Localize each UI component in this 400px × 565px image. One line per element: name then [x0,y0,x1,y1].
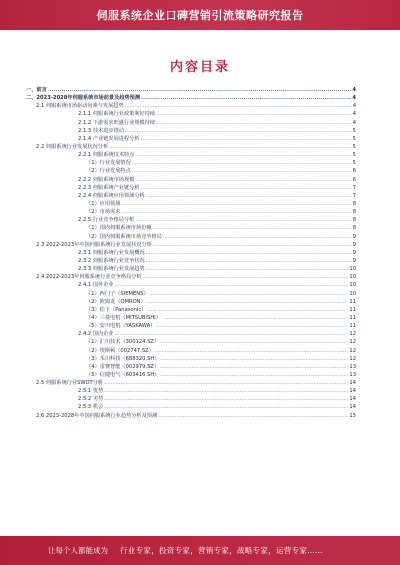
toc-leader-dots [109,143,352,151]
toc-entry-label: （2）欧姆龙（OMRON） [86,298,146,305]
toc-entry-label: （3）松下（Panasonic） [86,306,147,313]
toc-entry-page: 5 [352,135,356,142]
toc-entry-page: 12 [349,347,356,354]
toc-entry-label: 2.1 伺服系统市场驱动因素与发展趋势 [36,103,124,110]
toc-entry-page: 14 [349,388,356,395]
toc-entry[interactable] [26,330,356,338]
toc-entry-page: 14 [349,396,356,403]
toc-entry[interactable] [26,110,356,118]
toc-entry-page: 9 [352,249,356,256]
toc-entry-label: 2.2.3 伺服系统产业链分析 [78,184,140,191]
toc-entry-page: 7 [352,184,356,191]
toc-entry[interactable] [26,379,356,387]
table-of-contents [26,86,356,420]
toc-entry-label: 2.5.3 机会 [78,404,104,411]
toc-entry-label: （1）行业发展情况 [86,160,131,167]
toc-entry-page: 14 [349,380,356,387]
toc-entry-label: 2.2 伺服系统行业发展状况分析 [36,143,109,150]
toc-entry-label: （4）雷赛智能（002979.SZ） [86,363,160,370]
toc-leader-dots [153,224,352,232]
toc-leader-dots [115,330,349,338]
toc-entry-label: （2）市场需求 [86,209,121,216]
toc-entry-label: 2.6 2023-2028年中国伺服系统行业趋势分析及预测 [36,412,158,419]
toc-entry[interactable] [26,200,356,208]
toc-entry-page: 5 [352,127,356,134]
toc-entry-label: 2.1.2 下游需求旺盛行业规模持续 [78,119,156,126]
toc-leader-dots [146,265,349,273]
toc-entry[interactable] [26,159,356,167]
toc-entry-label: 2.3 2022-2023年中国伺服系统行业发展状况分析 [36,241,152,248]
toc-entry[interactable] [26,151,356,159]
toc-entry[interactable] [26,176,356,184]
toc-entry[interactable] [26,403,356,411]
toc-leader-dots [146,249,352,257]
toc-entry[interactable] [26,257,356,265]
toc-leader-dots [147,306,348,314]
toc-entry[interactable] [26,249,356,257]
toc-leader-dots [160,355,348,363]
toc-entry-page: 4 [352,87,356,93]
toc-entry-label: 2.5.1 优势 [78,388,104,395]
toc-entry-page: 6 [352,168,356,175]
toc-entry[interactable] [26,281,356,289]
toc-entry[interactable] [26,363,356,371]
toc-leader-dots [153,241,352,249]
toc-entry[interactable] [26,135,356,143]
toc-entry[interactable] [26,119,356,127]
toc-entry-page: 11 [349,314,356,321]
toc-leader-dots [158,412,348,420]
toc-entry[interactable] [26,208,356,216]
toc-entry-page: 9 [352,257,356,264]
toc-title: 内容目录 [169,60,230,75]
toc-leader-dots [146,192,352,200]
toc-leader-dots [115,281,349,289]
toc-entry[interactable] [26,127,356,135]
toc-entry-label: （4）三菱电机（MITSUBISHI） [86,314,161,321]
toc-leader-dots [156,110,352,118]
toc-leader-dots [160,371,348,379]
toc-entry-page: 8 [352,200,356,207]
toc-entry-label: 2.3.1 伺服系统行业发展概况 [78,249,145,256]
toc-leader-dots [146,257,352,265]
toc-entry-page: 4 [352,103,356,110]
toc-entry-page: 8 [352,209,356,216]
toc-entry-page: 10 [349,290,356,297]
toc-entry[interactable] [26,298,356,306]
toc-entry[interactable] [26,167,356,175]
toc-entry[interactable] [26,86,356,94]
toc-entry-label: （1）西门子（SIEMENS） [86,290,149,297]
toc-leader-dots [160,338,348,346]
toc-entry[interactable] [26,216,356,224]
toc-entry-label: 2.1.1 伺服系统行业政策利好持续 [78,111,156,118]
toc-entry-page: 8 [352,225,356,232]
header-bar [0,0,400,30]
footer-slogan-right: 行业专家，投资专家，营销专家，战略专家，运营专家…… [120,546,323,555]
toc-leader-dots [48,86,352,94]
toc-entry-label: （2）行业发展特点 [86,168,131,175]
toc-entry-label: （1）应用领域 [86,200,121,207]
toc-entry-page: 4 [352,111,356,118]
toc-entry[interactable] [26,355,356,363]
toc-entry[interactable] [26,338,356,346]
toc-entry-label: （2）国内伺服系统市场竞争格局 [86,233,162,240]
toc-entry[interactable] [26,314,356,322]
toc-entry-label: 2.1.4 产业链发展进程分析 [78,135,140,142]
toc-entry[interactable] [26,233,356,241]
toc-entry[interactable] [26,395,356,403]
toc-leader-dots [132,159,352,167]
toc-entry-page: 8 [352,217,356,224]
toc-leader-dots [150,290,349,298]
toc-leader-dots [160,363,348,371]
toc-entry-page: 14 [349,404,356,411]
toc-entry[interactable] [26,371,356,379]
toc-leader-dots [155,347,348,355]
toc-entry-label: （1）国内伺服系统市场份额 [86,225,152,232]
toc-leader-dots [135,151,351,159]
toc-entry-label: 2.5 伺服系统行业SWOT分析 [36,380,104,387]
toc-leader-dots [141,94,351,102]
toc-entry-page: 4 [352,119,356,126]
toc-entry-page: 4 [352,95,356,102]
toc-entry[interactable] [26,322,356,330]
toc-leader-dots [125,127,352,135]
toc-leader-dots [141,184,352,192]
toc-entry-page: 5 [352,152,356,159]
toc-entry[interactable] [26,94,356,102]
toc-entry[interactable] [26,306,356,314]
toc-leader-dots [104,403,348,411]
toc-entry-label: 2.4 2022-2023年伺服系统行业竞争格局分析 [36,274,142,281]
toc-entry-page: 15 [349,412,356,419]
toc-leader-dots [104,395,348,403]
toc-entry-page: 11 [349,298,356,305]
footer-slogan-left: 让每个人都能成为 [48,546,108,555]
toc-entry-label: 2.5.2 劣势 [78,396,104,403]
toc-entry-label: 2.3.3 伺服系统行业发展趋势 [78,266,145,273]
toc-leader-dots [132,167,352,175]
toc-entry-page: 5 [352,143,356,150]
toc-entry-label: （2）埃斯顿（002747.SZ） [86,347,154,354]
toc-entry-label: 2.2.2 伺服系统市场规模 [78,176,135,183]
toc-entry-page: 5 [352,160,356,167]
toc-entry-page: 10 [349,282,356,289]
toc-entry-page: 11 [349,306,356,313]
toc-leader-dots [135,176,351,184]
toc-entry-label: 2.4.1 国外企业 [78,282,114,289]
toc-leader-dots [143,273,349,281]
toc-leader-dots [162,314,349,322]
toc-entry-label: 2.2.4 伺服系统应用领域分析 [78,192,145,199]
toc-entry-page: 10 [349,274,356,281]
toc-entry[interactable] [26,224,356,232]
toc-entry[interactable] [26,192,356,200]
toc-entry[interactable] [26,102,356,110]
toc-entry-page: 9 [352,233,356,240]
toc-leader-dots [156,322,348,330]
toc-entry-label: 2.3.2 伺服系统行业竞争状况 [78,257,145,264]
toc-entry-label: 2.1.3 技术进步推动 [78,127,124,134]
toc-entry-page: 7 [352,192,356,199]
toc-entry[interactable] [26,265,356,273]
toc-entry[interactable] [26,412,356,420]
toc-leader-dots [163,233,352,241]
toc-leader-dots [156,119,352,127]
toc-entry-label: 2.2.1 伺服系统技术特点 [78,152,135,159]
toc-entry[interactable] [26,273,356,281]
toc-entry-label: （3）禾川科技（688320.SH） [86,355,160,362]
toc-entry[interactable] [26,241,356,249]
toc-entry-label: （5）安川电机（YASKAWA） [86,323,156,330]
toc-entry-page: 12 [349,355,356,362]
toc-entry-page: 13 [349,371,356,378]
toc-entry[interactable] [26,143,356,151]
footer-bar [0,536,400,565]
toc-entry[interactable] [26,290,356,298]
toc-entry-page: 10 [349,266,356,273]
toc-leader-dots [135,216,351,224]
toc-entry[interactable] [26,347,356,355]
toc-entry-label: （1）汇川技术（300124.SZ） [86,339,160,346]
toc-entry-page: 11 [349,323,356,330]
toc-entry-page: 9 [352,241,356,248]
toc-leader-dots [121,208,351,216]
toc-entry[interactable] [26,184,356,192]
toc-leader-dots [125,102,352,110]
toc-entry-label: 一、前言 [26,87,47,93]
toc-leader-dots [104,379,348,387]
toc-entry[interactable] [26,387,356,395]
toc-leader-dots [147,298,349,306]
toc-entry-label: （5）信捷电气（603416.SH） [86,371,160,378]
toc-leader-dots [141,135,352,143]
toc-entry-page: 6 [352,176,356,183]
report-title: 伺服系统企业口碑营销引流策略研究报告 [96,9,304,22]
toc-leader-dots [121,200,351,208]
toc-leader-dots [104,387,348,395]
toc-entry-page: 13 [349,363,356,370]
toc-entry-label: 二、2023-2028年伺服系统市场前景及趋势预测 [26,95,141,102]
toc-entry-label: 2.2.5 行业竞争格局分析 [78,217,135,224]
toc-entry-page: 12 [349,331,356,338]
toc-entry-label: 2.4.2 国内企业 [78,331,114,338]
toc-entry-page: 12 [349,339,356,346]
